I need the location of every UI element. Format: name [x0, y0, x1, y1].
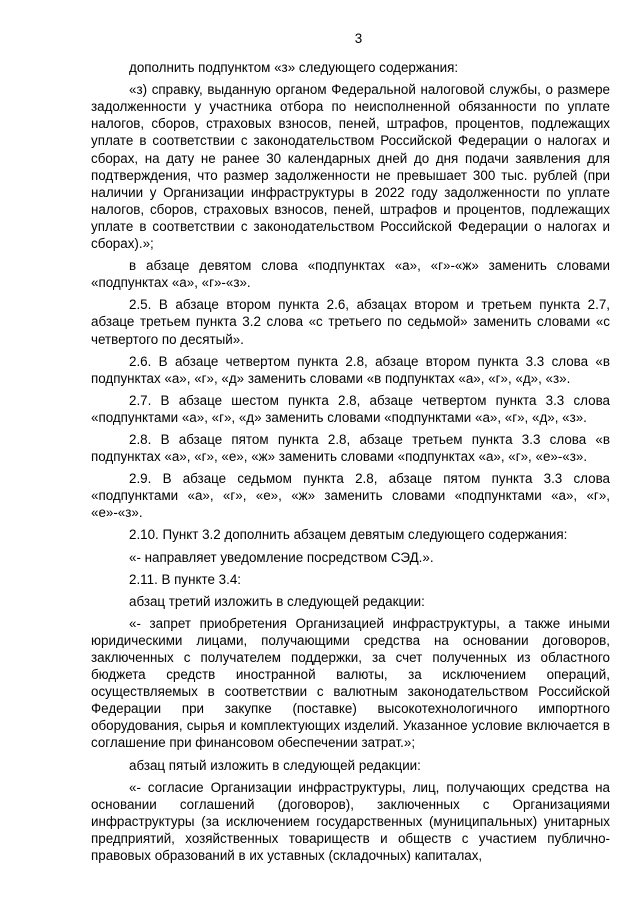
paragraph-currency-ban: «- запрет приобретения Организацией инфраструктуры, а также иными юридическими лицами, получающими средства на основании договоров, заключенных с получателем поддержки, за счет полученных из областного бюджета средств иностранной валюты, за исключением операций, осуществляемых в соответствии с валютным законодательством Российской Федерации при закупке (поставке) высокотехнологичного импортного оборудования, сырья и комплектующих изделий. Указанное условие включается в соглашение при финансовом обеспечении затрат.»; — [91, 615, 610, 751]
document-page — [91, 30, 610, 869]
page-number: 3 — [354, 31, 363, 46]
paragraph-2-6: 2.6. В абзаце четвертом пункта 2.8, абзаце втором пункта 3.3 слова «в подпунктах «а», «г», «д» заменить словами «в подпунктах «а», «г», «д», «з». — [91, 353, 610, 386]
paragraph-2-9: 2.9. В абзаце седьмом пункта 2.8, абзаце пятом пункта 3.3 слова «подпунктами «а», «г», «е», «ж» заменить словами «подпунктами «а», «г», «е»-«з». — [91, 471, 610, 521]
paragraph-2-8: 2.8. В абзаце пятом пункта 2.8, абзаце третьем пункта 3.3 слова «в подпунктах «а», «г», «е», «ж» заменить словами «подпунктах «а», «г», «е»-«з». — [91, 431, 610, 465]
paragraph-2-10: 2.10. Пункт 3.2 дополнить абзацем девятым следующего содержания: — [129, 527, 568, 543]
paragraph-2-11: 2.11. В пункте 3.4: — [129, 571, 241, 587]
paragraph-intro-subitem-z: дополнить подпунктом «з» следующего содержания: — [129, 60, 459, 76]
paragraph-ninth-abzac: в абзаце девятом слова «подпунктах «а», «г»-«ж» заменить словами «подпунктах «а», «г»-«з». — [91, 258, 610, 291]
paragraph-third-abzac-intro: абзац третий изложить в следующей редакции: — [129, 593, 425, 609]
paragraph-subitem-z-text: «з) справку, выданную органом Федеральной налоговой службы, о размере задолженности у участника отбора по неисполненной обязанности по уплате налогов, сборов, страховых взносов, пеней, штрафов, процентов, подлежащих уплате в соответствии с законодательством Российской Федерации о налогах и сборах, на дату не ранее 30 календарных дней до дня подачи заявления для подтверждения, что размер задолженности не превышает 300 тыс. рублей (при наличии у Организации инфраструктуры в 2022 году задолженности по уплате налогов, сборов, страховых взносов, пеней, штрафов и процентов, подлежащих уплате в соответствии с законодательством Российской Федерации о налогах и сборах).»; — [91, 82, 610, 252]
paragraph-sed-notice: «- направляет уведомление посредством СЭД.». — [129, 549, 434, 565]
paragraph-consent: «- согласие Организации инфраструктуры, лиц, получающих средства на основании соглашений (договоров), заключенных с Организациями инфраструктуры (за исключением государственных (муниципальных) унитарных предприятий, хозяйственных товариществ и обществ с участием публично-правовых образований в их уставных (складочных) капиталах, — [91, 779, 610, 864]
paragraph-fifth-abzac-intro: абзац пятый изложить в следующей редакции: — [129, 757, 421, 773]
paragraph-2-5: 2.5. В абзаце втором пункта 2.6, абзацах втором и третьем пункта 2.7, абзаце третьем пункта 3.2 слова «с третьего по седьмой» заменить словами «с четвертого по десятый». — [91, 297, 610, 347]
paragraph-2-7: 2.7. В абзаце шестом пункта 2.8, абзаце четвертом пункта 3.3 слова «подпунктами «а», «г», «д» заменить словами «подпунктами «а», «г», «д», «з». — [91, 392, 610, 425]
